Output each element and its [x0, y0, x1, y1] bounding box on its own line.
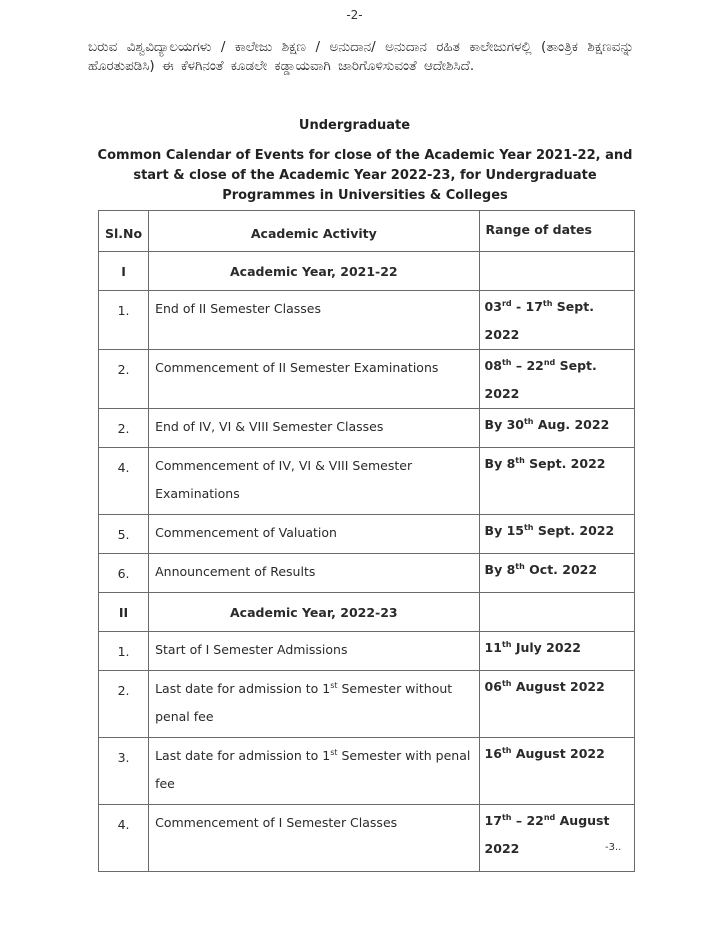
section-header-row — [99, 593, 635, 632]
text-run: Semester without penal fee — [155, 681, 453, 724]
activity-cell — [149, 350, 479, 409]
section-dates-cell — [479, 593, 634, 632]
date-range-text — [480, 554, 634, 584]
activity-text: End of IV, VI & VIII Semester Classes — [155, 419, 384, 434]
date-range-text — [480, 632, 634, 662]
table-row — [99, 448, 635, 515]
dates-cell — [479, 448, 634, 515]
dates-cell — [479, 409, 634, 448]
date-range-text — [480, 291, 634, 349]
table-header-row — [99, 211, 635, 252]
text-run: By 15 — [484, 523, 524, 538]
activity-cell — [149, 805, 479, 872]
text-run: Last date for admission to 1 — [155, 681, 331, 696]
text-run: August 2022 — [511, 746, 605, 761]
activity-text: Commencement of I Semester Classes — [155, 815, 398, 830]
date-range-text — [480, 515, 634, 545]
text-run: – 22 — [511, 358, 544, 373]
dates-cell — [479, 554, 634, 593]
header-sl-no — [99, 211, 149, 252]
sl-no-cell — [99, 554, 149, 593]
sl-no-cell — [99, 291, 149, 350]
sl-no: 3. — [117, 750, 130, 765]
text-run: 06 — [484, 679, 502, 694]
table-row — [99, 671, 635, 738]
section-numeral-cell — [99, 593, 149, 632]
ordinal-suffix: th — [515, 562, 525, 571]
header-activity — [149, 211, 479, 252]
dates-cell — [479, 805, 634, 872]
text-run: By 30 — [484, 417, 524, 432]
activity-cell — [149, 409, 479, 448]
date-range-text — [480, 448, 634, 478]
sl-no-cell — [99, 350, 149, 409]
dates-cell — [479, 291, 634, 350]
text-run: - 17 — [511, 299, 543, 314]
activity-text — [149, 671, 478, 731]
date-range-text — [480, 805, 634, 863]
activity-text: Start of I Semester Admissions — [155, 642, 348, 657]
activity-text: Commencement of Valuation — [155, 525, 337, 540]
continuation-marker: -3.. — [605, 842, 622, 853]
sl-no: 1. — [117, 303, 130, 318]
ordinal-suffix: th — [523, 523, 534, 532]
ordinal-suffix: th — [501, 358, 512, 367]
activity-cell — [149, 632, 479, 671]
sl-no-cell — [99, 632, 149, 671]
dates-cell — [479, 632, 634, 671]
intro-paragraph-kannada: ಬರುವ ವಿಶ್ವವಿದ್ಯಾಲಯಗಳು / ಕಾಲೇಜು ಶಿಕ್ಷಣ / ಅನುದಾನ/ ಅನುದಾನ ರಹಿತ ಕಾಲೇಜುಗಳಲ್ಲಿ (ತಾಂತ್ರಿಕ ಶಿಕ್ಷಣವನ್ನು ಹೊರತುಪಡಿಸಿ) ಈ ಕೆಳಗಿನಂತೆ ಕೂಡಲೇ ಕಡ್ಡಾಯವಾಗಿ ಜಾರಿಗೊಳಿಸುವಂತೆ ಆದೇಶಿಸಿದೆ. — [88, 39, 634, 74]
activity-text: End of II Semester Classes — [155, 301, 321, 316]
section-title-cell — [149, 593, 479, 632]
ordinal-suffix: th — [501, 813, 512, 822]
table-row — [99, 805, 635, 872]
section-title: Academic Year, 2022-23 — [230, 605, 398, 620]
activity-text — [149, 738, 478, 798]
text-run: 03 — [484, 299, 502, 314]
table-row — [99, 515, 635, 554]
sl-no: 4. — [117, 460, 130, 475]
table-body — [99, 252, 635, 872]
date-range-text — [480, 409, 634, 439]
text-run: 11 — [484, 640, 502, 655]
header-sl-no-label: Sl.No — [105, 226, 143, 241]
section-numeral: I — [121, 264, 126, 279]
sl-no: 1. — [117, 644, 130, 659]
text-run: – 22 — [511, 813, 544, 828]
sl-no: 2. — [117, 683, 130, 698]
sl-no-cell — [99, 448, 149, 515]
ordinal-suffix: th — [515, 456, 525, 465]
text-run: By 8 — [484, 562, 516, 577]
sl-no: 6. — [117, 566, 130, 581]
activity-text: Commencement of II Semester Examinations — [155, 360, 439, 375]
header-dates-label: Range of dates — [485, 222, 592, 237]
ordinal-suffix: st — [330, 681, 338, 690]
table-row — [99, 738, 635, 805]
header-activity-label: Academic Activity — [250, 226, 377, 241]
table-row — [99, 350, 635, 409]
document-title: Common Calendar of Events for close of the Academic Year 2021-22, and start & close of the Academic Year 2022-23, for Undergraduate Programmes in Universities & Colleges — [97, 148, 633, 203]
sl-no-cell — [99, 805, 149, 872]
ordinal-suffix: th — [523, 417, 534, 426]
text-run: Oct. 2022 — [524, 562, 598, 577]
sl-no: 5. — [117, 527, 130, 542]
sl-no: 4. — [117, 817, 130, 832]
sl-no-cell — [99, 671, 149, 738]
activity-text: Commencement of IV, VI & VIII Semester Examinations — [155, 458, 413, 501]
sl-no-cell — [99, 515, 149, 554]
section-numeral: II — [118, 605, 129, 620]
sl-no: 2. — [117, 362, 130, 377]
dates-cell — [479, 350, 634, 409]
text-run: Sept. 2022 — [484, 299, 594, 342]
sl-no-cell — [99, 738, 149, 805]
ordinal-suffix: th — [501, 746, 512, 755]
ordinal-suffix: th — [501, 640, 512, 649]
page-number: -2- — [346, 8, 363, 22]
activity-cell — [149, 515, 479, 554]
section-title: Academic Year, 2021-22 — [230, 264, 398, 279]
text-run: Semester with penal fee — [155, 748, 471, 791]
ordinal-suffix: rd — [501, 299, 512, 308]
date-range-text — [480, 738, 634, 768]
header-dates — [479, 211, 634, 252]
table-row — [99, 554, 635, 593]
section-numeral-cell — [99, 252, 149, 291]
dates-cell — [479, 671, 634, 738]
text-run: August 2022 — [484, 813, 610, 856]
text-run: July 2022 — [511, 640, 581, 655]
ordinal-suffix: th — [542, 299, 553, 308]
section-dates-cell — [479, 252, 634, 291]
date-range-text — [480, 350, 634, 408]
table-row — [99, 291, 635, 350]
text-run: 17 — [484, 813, 502, 828]
text-run: 16 — [484, 746, 502, 761]
text-run: By 8 — [484, 456, 516, 471]
activity-cell — [149, 554, 479, 593]
ordinal-suffix: nd — [543, 358, 556, 367]
table-row — [99, 409, 635, 448]
dates-cell — [479, 738, 634, 805]
text-run: Aug. 2022 — [533, 417, 610, 432]
activity-text: Announcement of Results — [155, 564, 316, 579]
text-run: Sept. 2022 — [533, 523, 615, 538]
calendar-of-events-table — [98, 210, 635, 872]
table-row — [99, 632, 635, 671]
activity-cell — [149, 291, 479, 350]
section-title: Undergraduate — [298, 118, 411, 133]
activity-cell — [149, 448, 479, 515]
ordinal-suffix: nd — [543, 813, 556, 822]
text-run: Last date for admission to 1 — [155, 748, 331, 763]
ordinal-suffix: th — [501, 679, 512, 688]
activity-cell — [149, 671, 479, 738]
dates-cell — [479, 515, 634, 554]
text-run: Sept. 2022 — [484, 358, 597, 401]
section-title-cell — [149, 252, 479, 291]
text-run: Sept. 2022 — [524, 456, 606, 471]
date-range-text — [480, 671, 634, 701]
section-header-row — [99, 252, 635, 291]
activity-cell — [149, 738, 479, 805]
text-run: 08 — [484, 358, 502, 373]
text-run: August 2022 — [511, 679, 605, 694]
ordinal-suffix: st — [330, 748, 338, 757]
sl-no-cell — [99, 409, 149, 448]
sl-no: 2. — [117, 421, 130, 436]
